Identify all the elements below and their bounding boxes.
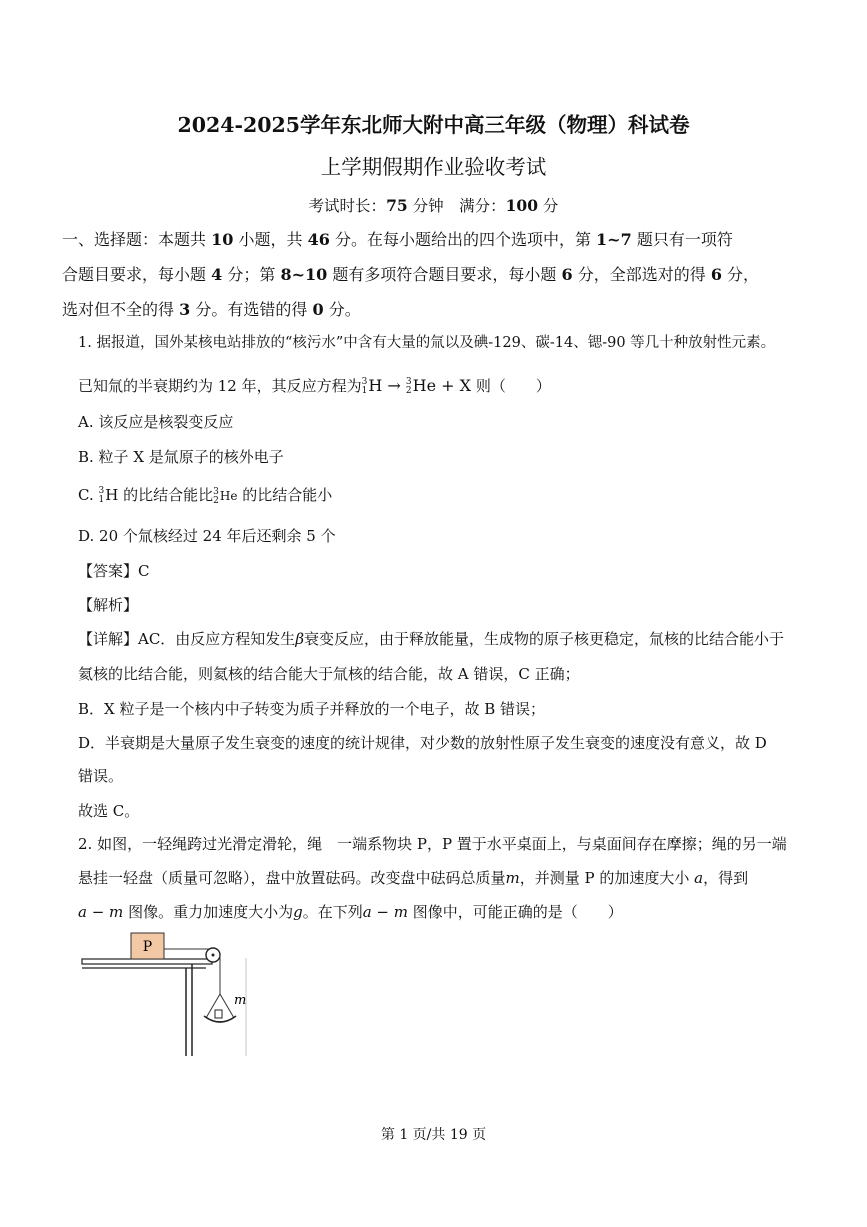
q1-detail-line2: 氦核的比结合能，则氦核的结合能大于氚核的结合能，故 A 错误，C 正确； [78, 665, 580, 683]
exam-info [0, 194, 867, 216]
pulley-diagram [78, 928, 258, 1060]
a-m-formula-2: a − m [362, 903, 408, 921]
q1-answer: 【答案】C [78, 562, 150, 580]
q1-analysis-label: 【解析】 [78, 596, 139, 614]
weight [215, 1010, 222, 1018]
q1-option-c: C. 3 1 H 的比结合能比 3 2 He 的比结合能小 [78, 486, 333, 506]
section-instructions-line2: 合题目要求，每小题 4 分；第 8~10 题有多项符合题目要求，每小题 6 分，全部选对的得 6 分， [62, 265, 760, 284]
q2-stem-line2: 悬挂一轻盘（质量可忽略），盘中放置砝码。改变盘中砝码总质量m，并测量 P 的加速度大小 a，得到 [78, 869, 749, 887]
mass-label: m [234, 993, 247, 1008]
block-p-label: P [142, 939, 153, 955]
a-m-formula: a − m [78, 903, 124, 921]
q1-option-b: B. 粒子 X 是氚原子的核外电子 [78, 448, 284, 466]
section-instructions-line3: 选对但不全的得 3 分。有选错的得 0 分。 [62, 300, 361, 319]
q1-stem-line2: 已知氚的半衰期约为 12 年，其反应方程为 3 1 H → 3 2 He + X 则（ ） [78, 376, 551, 396]
nuclear-equation: 3 1 H → 3 2 He + X [361, 376, 472, 396]
q1-option-d: D. 20 个氚核经过 24 年后还剩余 5 个 [78, 527, 336, 545]
q2-stem-line1: 2. 如图，一轻绳跨过光滑定滑轮，绳 一端系物块 P，P 置于水平桌面上，与桌面间存在摩擦；绳的另一端 [78, 835, 787, 853]
exam-time-label: 考试时长： [308, 197, 387, 215]
q1-stem-line1: 1. 据报道，国外某核电站排放的“核污水”中含有大量的氚以及碘-129、碳-14、锶-90 等几十种放射性元素。 [78, 335, 776, 351]
page-subtitle: 上学期假期作业验收考试 [320, 155, 547, 179]
exam-score-unit: 分 [542, 197, 559, 215]
q2-stem-line3: a − m 图像。重力加速度大小为g。在下列a − m 图像中，可能正确的是（ ） [78, 903, 623, 921]
q1-detail-line1: 【详解】AC．由反应方程知发生β衰变反应，由于释放能量，生成物的原子核更稳定，氚核的比结合能小于 [78, 630, 784, 648]
exam-score-value: 100 [505, 196, 538, 215]
q1-detail-line5: 错误。 [78, 767, 124, 785]
page-title: 2024-2025学年东北师大附中高三年级（物理）科试卷 [177, 113, 690, 137]
page-number: 第 1 页/共 19 页 [380, 1127, 487, 1143]
q1-option-a: A. 该反应是核裂变反应 [78, 413, 234, 431]
table-top [82, 959, 212, 964]
exam-score-label: 满分： [459, 197, 506, 215]
exam-time-value: 75 [386, 196, 408, 215]
section-instructions-line1: 一、选择题：本题共 10 小题，共 46 分。在每小题给出的四个选项中，第 1~7 题只有一项符 [62, 230, 733, 249]
q1-detail-line4: D．半衰期是大量原子发生衰变的速度的统计规律，对少数的放射性原子发生衰变的速度没有意义，故 D [78, 734, 767, 752]
q1-conclusion: 故选 C。 [78, 802, 140, 820]
q1-detail-line3: B．X 粒子是一个核内中子转变为质子并释放的一个电子，故 B 错误； [78, 700, 546, 718]
exam-time-unit: 分钟 [412, 197, 444, 215]
